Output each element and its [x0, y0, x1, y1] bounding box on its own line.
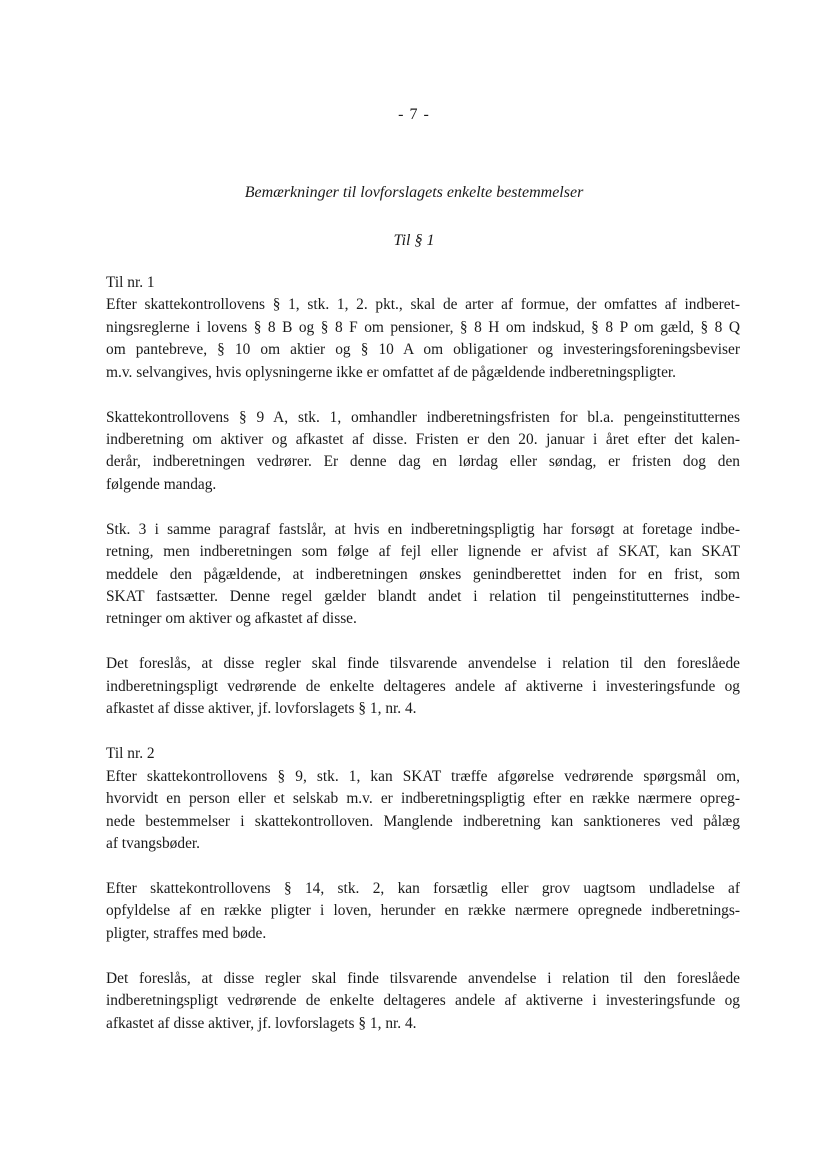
text-line: Det foreslås, at disse regler skal finde tilsvarende anvendelse i relation til den foreslåede [106, 969, 740, 987]
section-subheading: Til § 1 [393, 232, 435, 249]
text-line: SKAT fastsætter. Denne regel gælder blandt andet i relation til pengeinstitutternes indbe- [106, 588, 740, 606]
paragraph [106, 653, 740, 720]
paragraph [106, 968, 740, 1035]
paragraph [106, 878, 740, 945]
text-line: retninger om aktiver og afkastet af disse. [106, 610, 357, 628]
text-line: af tvangsbøder. [106, 834, 201, 852]
paragraph [106, 272, 740, 384]
paragraph [106, 743, 740, 855]
text-line: derår, indberetningen vedrører. Er denne dag en lørdag eller søndag, er fristen dog den [106, 453, 740, 471]
text-line: hvorvidt en person eller et selskab m.v. er indberetningspligtig efter en række nærmere opreg- [106, 790, 740, 808]
text-line: meddele den pågældende, at indberetningen ønskes genindberettet inden for en frist, som [106, 565, 740, 583]
text-line: følgende mandag. [106, 475, 217, 493]
text-line: om pantebreve, § 10 om aktier og § 10 A om obligationer og investeringsforeningsbeviser [106, 341, 740, 359]
paragraph [106, 407, 740, 497]
document-body [106, 272, 740, 1058]
text-line: Stk. 3 i samme paragraf fastslår, at hvis en indberetningspligtig har forsøgt at foretage indbe- [106, 520, 740, 538]
text-line: indberetningspligt vedrørende de enkelte deltageres andele af aktiverne i investeringsfunde og [106, 992, 740, 1010]
text-line: Skattekontrollovens § 9 A, stk. 1, omhandler indberetningsfristen for bl.a. pengeinstitutternes [106, 408, 740, 426]
text-line: opfyldelse af en række pligter i loven, herunder en række nærmere opregnede indberetnings- [106, 902, 740, 920]
text-line: indberetningspligt vedrørende de enkelte deltageres andele af aktiverne i investeringsfunde og [106, 677, 740, 695]
text-line: m.v. selvangives, hvis oplysningerne ikke er omfattet af de pågældende indberetningspligter. [106, 363, 677, 381]
text-line: Det foreslås, at disse regler skal finde tilsvarende anvendelse i relation til den foreslåede [106, 655, 740, 673]
text-line: Efter skattekontrollovens § 14, stk. 2, kan forsætlig eller grov uagtsom undladelse af [106, 879, 740, 897]
subsection-label: Til nr. 1 [106, 274, 155, 291]
text-line: Efter skattekontrollovens § 1, stk. 1, 2. pkt., skal de arter af formue, der omfattes af indberet- [106, 296, 740, 314]
subsection-label: Til nr. 2 [106, 745, 155, 763]
text-line: retning, men indberetningen som følge af fejl eller lignende er afvist af SKAT, kan SKAT [106, 543, 740, 561]
text-line: afkastet af disse aktiver, jf. lovforslagets § 1, nr. 4. [106, 700, 417, 718]
text-line: Efter skattekontrollovens § 9, stk. 1, kan SKAT træffe afgørelse vedrørende spørgsmål om, [106, 767, 740, 785]
text-line: indberetning om aktiver og afkastet af disse. Fristen er den 20. januar i året efter det kalen- [106, 431, 740, 449]
text-line: afkastet af disse aktiver, jf. lovforslagets § 1, nr. 4. [106, 1014, 417, 1032]
section-heading: Bemærkninger til lovforslagets enkelte bestemmelser [244, 184, 584, 201]
text-line: ningsreglerne i lovens § 8 B og § 8 F om pensioner, § 8 H om indskud, § 8 P om gæld, § 8 Q [106, 318, 740, 336]
paragraph [106, 519, 740, 631]
page-number: - 7 - [398, 106, 430, 123]
text-line: pligter, straffes med bøde. [106, 924, 267, 942]
text-line: nede bestemmelser i skattekontrolloven. Manglende indberetning kan sanktioneres ved pålæg [106, 812, 740, 830]
